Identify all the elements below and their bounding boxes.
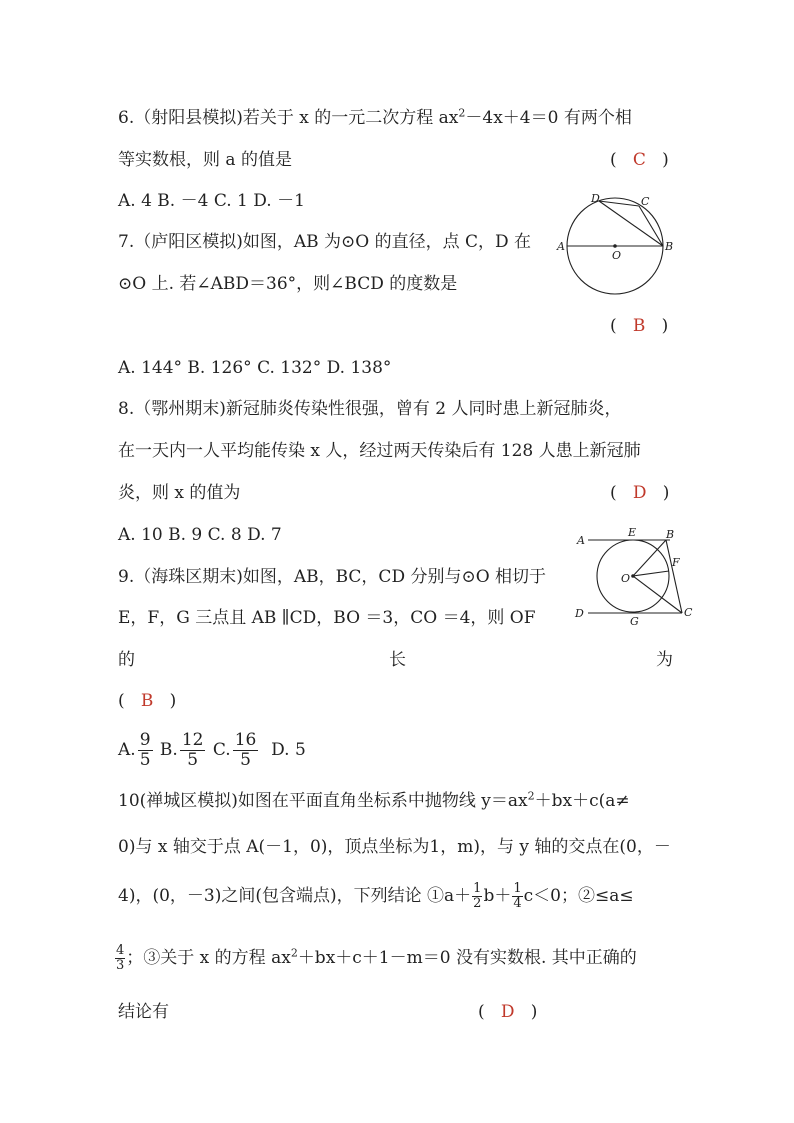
q6-line2: 等实数根，则 a 的值是 xyxy=(118,150,292,170)
q7-options: A. 144° B. 126° C. 132° D. 138° xyxy=(118,358,392,378)
q7-answer: B xyxy=(632,316,646,336)
q8-line2: 在一天内一人平均能传染 x 人，经过两天传染后有 128 人患上新冠肺 xyxy=(118,441,641,461)
q9-frac-b-den: 5 xyxy=(187,750,199,770)
q9-paren-open: ( xyxy=(118,691,125,711)
q9-frac-a xyxy=(138,731,153,770)
q10-line1-pre: 10(禅城区模拟)如图在平面直角坐标系中抛物线 y＝ax xyxy=(118,791,528,811)
q9-paren-close: ) xyxy=(169,691,177,711)
q9-line3-b: 长 xyxy=(389,650,406,670)
q8-paren-open: ( xyxy=(610,483,617,503)
q8-options: A. 10 B. 9 C. 8 D. 7 xyxy=(118,525,282,545)
q9-frac-c xyxy=(233,731,259,770)
q9-line2: E，F，G 三点且 AB ∥CD，BO ＝3，CO ＝4，则 OF xyxy=(118,608,536,628)
q9-label-g: G xyxy=(630,615,639,627)
q9-line-of xyxy=(633,571,669,576)
q10-frac3-den: 3 xyxy=(116,958,125,973)
q6-line1 xyxy=(118,107,632,129)
q7-line2: ⊙O 上. 若∠ABD＝36°，则∠BCD 的度数是 xyxy=(118,274,458,294)
q9-frac-c-den: 5 xyxy=(240,750,251,770)
q9-label-c: C xyxy=(684,606,693,619)
q10-answer: D xyxy=(500,1002,515,1022)
q10-line1 xyxy=(118,790,630,812)
q6-answer: C xyxy=(632,150,646,170)
q7-paren-open: ( xyxy=(610,316,617,336)
q10-frac2 xyxy=(512,882,522,911)
q7-answer-box xyxy=(610,315,668,337)
q9-frac-a-num: 9 xyxy=(139,730,151,750)
q9-label-e: E xyxy=(628,527,637,539)
q6-sup: 2 xyxy=(458,106,466,120)
q9-center-dot xyxy=(631,574,635,578)
q10-line4-pre: ；③关于 x 的方程 ax xyxy=(126,948,291,968)
q9-opt-a: A. xyxy=(118,740,136,760)
q10-line2: 0)与 x 轴交于点 A(－1，0)，顶点坐标为1，m)，与 y 轴的交点在(0，－ xyxy=(118,837,671,857)
q10-paren-close: ) xyxy=(530,1002,538,1022)
q10-line3 xyxy=(118,876,634,916)
q10-line4 xyxy=(114,938,637,978)
q9-answer: B xyxy=(140,691,154,711)
q10-line3-pre: 4)，(0，－3)之间(包含端点)，下列结论 ①a＋ xyxy=(118,886,472,906)
q10-sup1: 2 xyxy=(527,789,535,803)
q9-frac-a-den: 5 xyxy=(139,750,151,770)
q7-label-c: C xyxy=(641,195,650,208)
q6-answer-box xyxy=(610,149,669,171)
q10-line1-post: ＋bx＋c(a≠ xyxy=(534,791,630,811)
q9-line1: 9.（海珠区期末)如图，AB，BC，CD 分别与⊙O 相切于 xyxy=(118,567,547,587)
q9-line3-c: 为 xyxy=(656,650,673,670)
q8-answer: D xyxy=(632,483,647,503)
q10-frac3-num: 4 xyxy=(116,943,125,958)
q8-line1: 8.（鄂州期末)新冠肺炎传染性很强，曾有 2 人同时患上新冠肺炎， xyxy=(118,399,622,419)
q9-tangent-figure xyxy=(570,527,696,627)
q8-answer-box xyxy=(610,482,669,504)
q9-label-b: B xyxy=(666,528,675,541)
q10-frac2-den: 4 xyxy=(513,896,522,911)
q10-answer-box xyxy=(478,1001,537,1023)
q6-options: A. 4 B. －4 C. 1 D. －1 xyxy=(118,191,305,211)
q10-line3-mid: b＋ xyxy=(483,886,512,906)
q7-label-a: A xyxy=(557,240,565,253)
q9-answer-box xyxy=(118,690,176,712)
q10-frac1-den: 2 xyxy=(473,896,482,911)
q10-frac1 xyxy=(472,882,482,911)
q9-label-a: A xyxy=(577,534,585,547)
q9-label-d: D xyxy=(575,607,584,620)
q9-frac-b xyxy=(180,731,206,770)
q9-options xyxy=(118,728,306,772)
q10-frac1-num: 1 xyxy=(473,881,482,896)
q6-line1-pre: 6.（射阳县模拟)若关于 x 的一元二次方程 ax xyxy=(118,108,459,128)
q9-line3-a: 的 xyxy=(118,650,135,670)
q7-chord-bd xyxy=(599,201,663,246)
q7-line1: 7.（庐阳区模拟)如图，AB 为⊙O 的直径，点 C，D 在 xyxy=(118,232,532,252)
q9-opt-d: D. 5 xyxy=(271,740,306,760)
q9-frac-c-num: 16 xyxy=(234,730,257,750)
q10-line5: 结论有 xyxy=(118,1002,169,1022)
q6-paren-open: ( xyxy=(610,150,617,170)
q7-circle-figure xyxy=(555,190,675,302)
q7-paren-close: ) xyxy=(661,316,669,336)
q10-line3-post: c＜0；②≤a≤ xyxy=(523,886,634,906)
q9-frac-b-num: 12 xyxy=(181,730,204,750)
q7-label-d: D xyxy=(591,192,600,205)
q10-line4-post: ＋bx＋c＋1－m＝0 没有实数根. 其中正确的 xyxy=(297,948,637,968)
q7-center-dot xyxy=(613,244,617,248)
q8-paren-close: ) xyxy=(662,483,670,503)
q10-frac3 xyxy=(115,944,125,973)
q9-opt-c: C. xyxy=(212,740,231,760)
q8-line3: 炎，则 x 的值为 xyxy=(118,483,241,503)
q9-label-o: O xyxy=(621,572,631,585)
q9-label-f: F xyxy=(672,556,680,569)
q7-chord-cb xyxy=(639,206,663,246)
q6-line1-post: －4x＋4＝0 有两个相 xyxy=(465,108,632,128)
q10-sup2: 2 xyxy=(290,946,298,960)
q7-label-o: O xyxy=(612,249,622,262)
q9-line-ob xyxy=(633,540,666,576)
q7-label-b: B xyxy=(665,240,674,253)
q6-paren-close: ) xyxy=(662,150,669,170)
q10-paren-open: ( xyxy=(478,1002,485,1022)
q9-opt-b: B. xyxy=(159,740,178,760)
q10-frac2-num: 1 xyxy=(513,881,522,896)
